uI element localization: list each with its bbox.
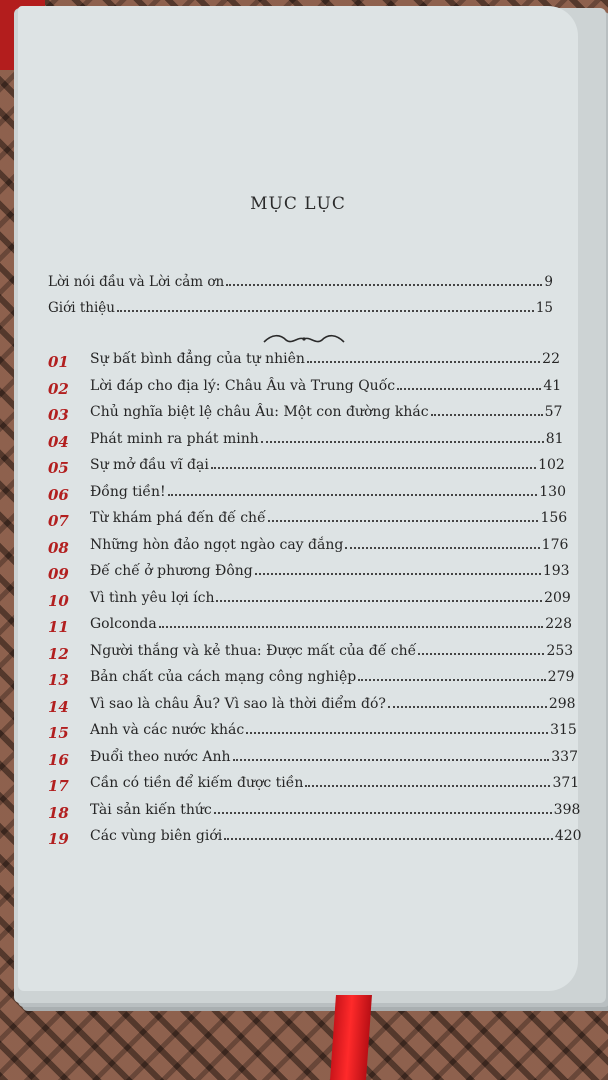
chapter-title: Lời đáp cho địa lý: Châu Âu và Trung Quốc: [90, 377, 396, 394]
chapter-number: 01: [48, 353, 69, 371]
chapter-page: 398: [553, 801, 581, 818]
chapter-row: [90, 404, 562, 420]
chapter-number: 16: [48, 750, 69, 769]
chapter-title: Vì tình yêu lợi ích: [90, 589, 215, 606]
chapter-number: 08: [48, 538, 69, 557]
chapter-number: 10: [48, 591, 69, 610]
dot-leader: [233, 759, 550, 761]
chapter-page: 81: [545, 430, 564, 447]
dot-leader: [211, 467, 536, 469]
chapter-title: Golconda: [90, 616, 157, 632]
ribbon-bookmark: [330, 995, 372, 1080]
chapter-title: Sự mở đầu vĩ đại: [90, 457, 209, 473]
dot-leader: [224, 838, 553, 840]
chapter-title: Đế chế ở phương Đông: [90, 563, 253, 579]
chapter-page: 22: [542, 351, 560, 367]
dot-leader: [216, 600, 542, 602]
chapter-row: [90, 775, 579, 791]
chapter-number: 13: [48, 671, 69, 689]
front-matter-page: 15: [535, 300, 553, 316]
chapter-number: 04: [48, 432, 69, 451]
chapter-number: 19: [48, 830, 69, 848]
chapter-row: [90, 802, 580, 818]
chapter-number: 15: [48, 724, 69, 742]
chapter-title: Tài sản kiến thức: [90, 801, 212, 818]
chapter-page: 130: [539, 483, 566, 500]
chapter-row: [90, 351, 560, 367]
chapter-number: 09: [48, 565, 69, 583]
chapter-row: [90, 722, 577, 738]
chapter-title: Những hòn đảo ngọt ngào cay đắng: [90, 536, 344, 553]
chapter-page: 176: [541, 536, 569, 553]
dot-leader: [307, 361, 540, 363]
chapter-title: Phát minh ra phát minh: [90, 430, 259, 447]
chapter-title: Chủ nghĩa biệt lệ châu Âu: Một con đường khác: [90, 404, 429, 420]
chapter-number: 18: [48, 803, 69, 822]
chapter-number: 07: [48, 512, 69, 530]
chapter-number: 12: [48, 644, 69, 663]
chapter-title: Từ khám phá đến đế chế: [90, 510, 266, 526]
dot-leader: [255, 573, 541, 575]
book-page: [18, 6, 582, 991]
chapter-row: [90, 457, 565, 473]
dot-leader: [261, 441, 544, 443]
chapter-page: 156: [540, 510, 568, 526]
chapter-title: Bản chất của cách mạng công nghiệp: [90, 669, 357, 685]
chapter-title: Sự bất bình đẳng của tự nhiên: [90, 351, 305, 367]
dot-leader: [159, 626, 544, 628]
chapter-number: 14: [48, 697, 69, 716]
chapter-row: [90, 563, 570, 579]
chapter-row: [90, 510, 567, 526]
chapter-row: [90, 484, 566, 500]
chapter-page: 253: [546, 642, 574, 659]
chapter-page: 102: [538, 457, 565, 473]
chapter-number: 06: [48, 485, 69, 504]
chapter-row: [90, 749, 578, 765]
front-matter-title: Lời nói đầu và Lời cảm ơn: [48, 274, 225, 290]
chapter-page: 57: [544, 404, 563, 420]
chapter-title: Các vùng biên giới: [90, 828, 223, 844]
front-matter-row: [48, 274, 553, 290]
chapter-row: [90, 590, 571, 606]
dot-leader: [345, 547, 539, 549]
chapter-row: [90, 643, 573, 659]
chapter-row: [90, 696, 576, 712]
chapter-row: [90, 669, 574, 685]
chapter-page: 298: [548, 695, 576, 712]
chapter-title: Anh và các nước khác: [90, 722, 245, 738]
chapter-page: 420: [554, 828, 582, 844]
chapter-page: 228: [545, 616, 572, 632]
chapter-number: 02: [48, 379, 69, 398]
dot-leader: [388, 706, 547, 708]
chapter-page: 315: [550, 722, 577, 738]
dot-leader: [268, 520, 539, 522]
dot-leader: [246, 732, 548, 734]
front-matter-page: 9: [544, 274, 553, 290]
chapter-row: [90, 378, 561, 394]
chapter-page: 279: [547, 669, 575, 685]
dot-leader: [418, 653, 544, 655]
chapter-number: 03: [48, 406, 69, 424]
chapter-page: 193: [542, 563, 570, 579]
dot-leader: [168, 494, 538, 496]
dot-leader: [358, 679, 545, 681]
front-matter-row: [48, 300, 553, 316]
chapter-title: Đuổi theo nước Anh: [90, 748, 231, 765]
chapter-title: Đồng tiền!: [90, 483, 166, 500]
chapter-row: [90, 537, 568, 553]
chapter-page: 337: [551, 748, 578, 765]
dot-leader: [117, 310, 534, 312]
dot-leader: [305, 785, 550, 787]
chapter-title: Người thắng và kẻ thua: Được mất của đế chế: [90, 642, 417, 659]
chapter-row: [90, 616, 572, 632]
dot-leader: [214, 812, 552, 814]
chapter-page: 371: [552, 775, 580, 791]
ornament-divider-icon: [262, 332, 346, 346]
chapter-row: [90, 828, 582, 844]
chapter-page: 41: [543, 377, 562, 394]
chapter-number: 17: [48, 777, 69, 795]
chapter-number: 11: [48, 618, 69, 636]
front-matter-title: Giới thiệu: [48, 300, 115, 316]
chapter-row: [90, 431, 564, 447]
chapter-title: Cần có tiền để kiếm được tiền: [90, 775, 304, 791]
page-title: MỤC LỤC: [250, 194, 346, 214]
dot-leader: [226, 284, 542, 286]
dot-leader: [397, 388, 541, 390]
dot-leader: [431, 414, 543, 416]
chapter-title: Vì sao là châu Âu? Vì sao là thời điểm đó?: [90, 695, 386, 712]
chapter-number: 05: [48, 459, 69, 477]
chapter-page: 209: [544, 589, 571, 606]
